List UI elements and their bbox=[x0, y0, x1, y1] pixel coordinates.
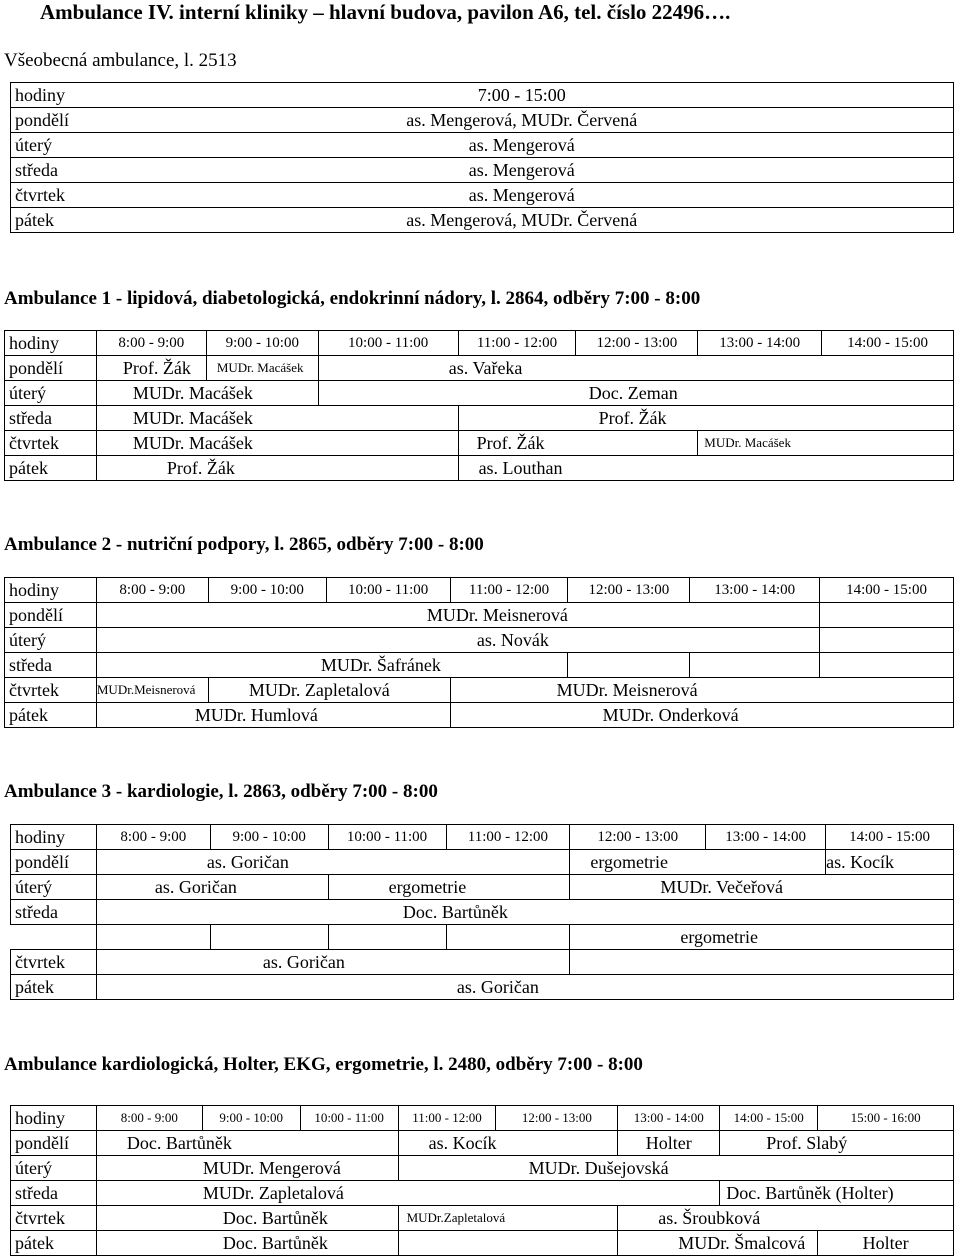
section-title-amb2: Ambulance 2 - nutriční podpory, l. 2865, odběry 7:00 - 8:00 bbox=[4, 534, 484, 555]
schedule-cell: MUDr. Dušejovská bbox=[398, 1156, 953, 1181]
schedule-cell: Holter bbox=[818, 1231, 954, 1256]
schedule-cell: Holter bbox=[618, 1131, 720, 1156]
slot-header: 10:00 - 11:00 bbox=[326, 578, 450, 603]
slot-header: 8:00 - 9:00 bbox=[96, 331, 206, 356]
row-label: hodiny bbox=[11, 825, 97, 850]
slot-header: 11:00 - 12:00 bbox=[398, 1106, 496, 1131]
day-label: čtvrtek bbox=[11, 1206, 97, 1231]
schedule-cell: as. Vařeka bbox=[318, 356, 953, 381]
schedule-cell: MUDr. Mengerová bbox=[96, 1156, 398, 1181]
page-title: Ambulance IV. interní kliniky – hlavní budova, pavilon A6, tel. číslo 22496…. bbox=[40, 0, 731, 24]
schedule-cell: MUDr. Šmalcová bbox=[618, 1231, 818, 1256]
schedule-cell: Prof. Slabý bbox=[720, 1131, 954, 1156]
day-label: pátek bbox=[11, 975, 97, 1000]
schedule-cell: as. Goričan bbox=[96, 950, 569, 975]
schedule-cell: Doc. Zeman bbox=[318, 381, 953, 406]
slot-header: 8:00 - 9:00 bbox=[96, 825, 210, 850]
schedule-cell: as. Mengerová, MUDr. Červená bbox=[90, 108, 953, 133]
slot-header: 14:00 - 15:00 bbox=[822, 331, 954, 356]
slot-header: 8:00 - 9:00 bbox=[96, 578, 208, 603]
slot-header: 9:00 - 10:00 bbox=[206, 331, 318, 356]
day-label: pátek bbox=[5, 456, 97, 481]
schedule-cell: MUDr. Meisnerová bbox=[96, 603, 819, 628]
slot-header: 10:00 - 11:00 bbox=[328, 825, 446, 850]
schedule-cell: as. Goričan bbox=[96, 975, 953, 1000]
schedule-cell: as. Mengerová bbox=[90, 133, 953, 158]
day-label: pátek bbox=[11, 1231, 97, 1256]
day-label: úterý bbox=[11, 133, 91, 158]
row-label: hodiny bbox=[11, 1106, 97, 1131]
schedule-cell: MUDr. Šafránek bbox=[96, 653, 568, 678]
slot-header: 11:00 - 12:00 bbox=[450, 578, 568, 603]
schedule-cell: MUDr. Večeřová bbox=[570, 875, 954, 900]
schedule-cell: MUDr. Meisnerová bbox=[450, 678, 953, 703]
row-label: hodiny bbox=[5, 578, 97, 603]
day-label: středa bbox=[11, 158, 91, 183]
schedule-cell: MUDr. Zapletalová bbox=[208, 678, 450, 703]
schedule-cell: as. Mengerová, MUDr. Červená bbox=[90, 208, 953, 233]
schedule-table-general bbox=[10, 82, 954, 233]
schedule-cell: MUDr. Humlová bbox=[96, 703, 450, 728]
slot-header: 12:00 - 13:00 bbox=[570, 825, 706, 850]
schedule-cell: Prof. Žák bbox=[458, 406, 953, 431]
schedule-cell: as. Goričan bbox=[96, 850, 569, 875]
schedule-cell: Prof. Žák bbox=[458, 431, 698, 456]
day-label: středa bbox=[5, 406, 97, 431]
schedule-table-amb3 bbox=[10, 824, 954, 1000]
schedule-table-amb1 bbox=[4, 330, 954, 481]
day-label: pátek bbox=[5, 703, 97, 728]
schedule-cell: MUDr. Macášek bbox=[206, 356, 318, 381]
schedule-cell: MUDr. Zapletalová bbox=[96, 1181, 719, 1206]
section-title-amb1: Ambulance 1 - lipidová, diabetologická, endokrinní nádory, l. 2864, odběry 7:00 - 8:00 bbox=[4, 288, 701, 309]
day-label: pondělí bbox=[11, 108, 91, 133]
schedule-cell: MUDr. Macášek bbox=[698, 431, 954, 456]
schedule-cell: as. Kocík bbox=[398, 1131, 618, 1156]
slot-header: 13:00 - 14:00 bbox=[618, 1106, 720, 1131]
section-title-amb3: Ambulance 3 - kardiologie, l. 2863, odběry 7:00 - 8:00 bbox=[4, 781, 438, 802]
slot-header: 13:00 - 14:00 bbox=[706, 825, 826, 850]
day-label: čtvrtek bbox=[5, 678, 97, 703]
section-title-amb-kardio: Ambulance kardiologická, Holter, EKG, ergometrie, l. 2480, odběry 7:00 - 8:00 bbox=[4, 1054, 643, 1075]
day-label: čtvrtek bbox=[5, 431, 97, 456]
day-label: pondělí bbox=[5, 603, 97, 628]
slot-header: 13:00 - 14:00 bbox=[690, 578, 820, 603]
day-label: úterý bbox=[5, 628, 97, 653]
slot-header: 13:00 - 14:00 bbox=[698, 331, 822, 356]
day-label: pondělí bbox=[11, 850, 97, 875]
schedule-cell: ergometrie bbox=[570, 850, 826, 875]
slot-header: 9:00 - 10:00 bbox=[208, 578, 326, 603]
day-label: pondělí bbox=[11, 1131, 97, 1156]
schedule-cell: ergometrie bbox=[328, 875, 570, 900]
day-label: úterý bbox=[11, 875, 97, 900]
schedule-cell: as. Novák bbox=[96, 628, 819, 653]
schedule-cell: MUDr. Macášek bbox=[96, 431, 458, 456]
day-label: čtvrtek bbox=[11, 950, 97, 975]
slot-header: 9:00 - 10:00 bbox=[202, 1106, 300, 1131]
day-label: středa bbox=[11, 1181, 97, 1206]
schedule-cell: MUDr. Macášek bbox=[96, 406, 458, 431]
schedule-cell: MUDr.Meisnerová bbox=[96, 678, 208, 703]
slot-header: 15:00 - 16:00 bbox=[818, 1106, 954, 1131]
slot-header: 14:00 - 15:00 bbox=[720, 1106, 818, 1131]
schedule-cell: as. Goričan bbox=[96, 875, 328, 900]
schedule-cell: MUDr.Zapletalová bbox=[398, 1206, 618, 1231]
row-label: hodiny bbox=[5, 331, 97, 356]
schedule-cell: as. Kocík bbox=[826, 850, 954, 875]
schedule-cell: MUDr. Onderková bbox=[450, 703, 953, 728]
slot-header: 8:00 - 9:00 bbox=[96, 1106, 202, 1131]
schedule-cell: Doc. Bartůněk bbox=[96, 1231, 398, 1256]
slot-header: 11:00 - 12:00 bbox=[458, 331, 576, 356]
schedule-cell: Prof. Žák bbox=[96, 456, 458, 481]
day-label: pondělí bbox=[5, 356, 97, 381]
slot-header: 12:00 - 13:00 bbox=[568, 578, 690, 603]
schedule-cell: ergometrie bbox=[570, 925, 954, 950]
schedule-cell: Doc. Bartůněk bbox=[96, 1131, 398, 1156]
day-label: úterý bbox=[5, 381, 97, 406]
day-label: pátek bbox=[11, 208, 91, 233]
schedule-cell: as. Mengerová bbox=[90, 183, 953, 208]
slot-header: 11:00 - 12:00 bbox=[446, 825, 570, 850]
schedule-cell: as. Šroubková bbox=[618, 1206, 954, 1231]
schedule-cell: MUDr. Macášek bbox=[96, 381, 318, 406]
schedule-cell: Doc. Bartůněk (Holter) bbox=[720, 1181, 954, 1206]
slot-header: 14:00 - 15:00 bbox=[820, 578, 954, 603]
day-label: úterý bbox=[11, 1156, 97, 1181]
slot-header: 12:00 - 13:00 bbox=[576, 331, 698, 356]
schedule-table-amb2 bbox=[4, 577, 954, 728]
schedule-cell: Doc. Bartůněk bbox=[96, 900, 953, 925]
slot-header: 14:00 - 15:00 bbox=[826, 825, 954, 850]
schedule-cell: Doc. Bartůněk bbox=[96, 1206, 398, 1231]
day-label: středa bbox=[11, 900, 97, 925]
slot-header: 12:00 - 13:00 bbox=[496, 1106, 618, 1131]
schedule-cell: Prof. Žák bbox=[96, 356, 206, 381]
day-label: středa bbox=[5, 653, 97, 678]
schedule-table-amb-kardio bbox=[10, 1105, 954, 1256]
schedule-cell: as. Louthan bbox=[458, 456, 953, 481]
slot-header: 9:00 - 10:00 bbox=[210, 825, 328, 850]
row-label: hodiny bbox=[11, 83, 91, 108]
section-title-general: Všeobecná ambulance, l. 2513 bbox=[4, 50, 237, 71]
slot-header: 10:00 - 11:00 bbox=[318, 331, 458, 356]
schedule-cell: as. Mengerová bbox=[90, 158, 953, 183]
hours-cell: 7:00 - 15:00 bbox=[90, 83, 953, 108]
slot-header: 10:00 - 11:00 bbox=[300, 1106, 398, 1131]
day-label: čtvrtek bbox=[11, 183, 91, 208]
